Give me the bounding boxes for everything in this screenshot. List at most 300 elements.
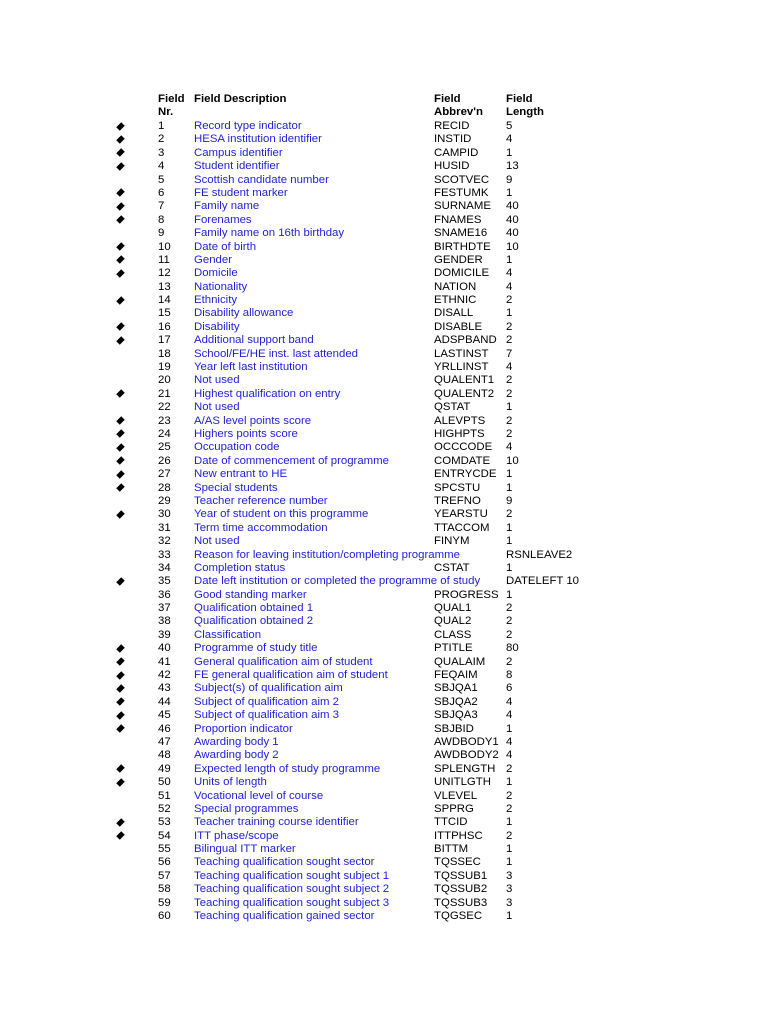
field-abbrev: QUALENT1	[434, 374, 495, 387]
field-length: 1	[506, 856, 513, 869]
table-row	[0, 307, 770, 320]
field-length: 1	[506, 253, 513, 266]
field-abbrev: OCCCODE	[434, 441, 493, 454]
field-description: Disability allowance	[194, 307, 294, 320]
field-nr: 15	[158, 307, 171, 320]
field-nr: 59	[158, 896, 171, 909]
field-length: 1	[506, 468, 513, 481]
field-length: 1	[506, 521, 513, 534]
field-length: 2	[506, 320, 513, 333]
table-row	[0, 682, 770, 695]
field-nr: 49	[158, 762, 171, 775]
field-length: 2	[506, 802, 513, 815]
field-abbrev: RECID	[434, 120, 470, 132]
field-nr: 60	[158, 910, 171, 923]
field-length: 2	[506, 387, 513, 400]
table-row	[0, 468, 770, 481]
diamond-bullet-icon	[117, 441, 126, 454]
field-description: Teacher training course identifier	[194, 816, 359, 829]
table-row	[0, 214, 770, 227]
diamond-bullet-icon	[117, 682, 126, 695]
field-length: 4	[506, 133, 513, 146]
diamond-bullet-icon	[117, 696, 126, 709]
field-abbrev: YEARSTU	[434, 508, 488, 521]
field-abbrev: QUAL1	[434, 602, 472, 615]
field-nr: 22	[158, 401, 171, 414]
diamond-bullet-icon	[117, 723, 126, 736]
field-length: 2	[506, 414, 513, 427]
field-length: 3	[506, 883, 513, 896]
field-nr: 44	[158, 695, 171, 708]
table-row	[0, 374, 770, 387]
field-length: 4	[506, 695, 513, 708]
field-description: School/FE/HE inst. last attended	[194, 347, 358, 360]
field-length: 4	[506, 267, 513, 280]
table-row	[0, 589, 770, 602]
table-row	[0, 843, 770, 856]
field-nr: 6	[158, 186, 165, 199]
field-description: Disability	[194, 320, 240, 333]
field-description: Completion status	[194, 561, 286, 574]
field-nr: 8	[158, 213, 165, 226]
field-nr: 27	[158, 468, 171, 481]
field-description: Programme of study title	[194, 642, 318, 655]
diamond-bullet-icon	[117, 455, 126, 468]
field-abbrev: CLASS	[434, 628, 472, 641]
field-description: Expected length of study programme	[194, 762, 381, 775]
diamond-bullet-icon	[117, 267, 126, 280]
field-abbrev: AWDBODY1	[434, 735, 499, 748]
table-row	[0, 602, 770, 615]
field-abbrev: FESTUMK	[434, 186, 489, 199]
field-description: FE general qualification aim of student	[194, 669, 388, 682]
field-description: HESA institution identifier	[194, 133, 322, 146]
field-abbrev: DOMICILE	[434, 267, 490, 280]
table-row	[0, 790, 770, 803]
table-row	[0, 883, 770, 896]
field-nr: 55	[158, 843, 171, 856]
field-nr: 12	[158, 267, 171, 280]
field-description: FE student marker	[194, 186, 288, 199]
field-abbrev: SNAME16	[434, 227, 488, 240]
field-nr: 56	[158, 856, 171, 869]
field-description: Student identifier	[194, 160, 280, 173]
field-nr: 42	[158, 669, 171, 682]
table-row	[0, 749, 770, 762]
field-table	[0, 120, 770, 923]
field-abbrev: PTITLE	[434, 642, 473, 655]
field-nr: 4	[158, 160, 165, 173]
table-row	[0, 334, 770, 347]
field-abbrev: FNAMES	[434, 213, 482, 226]
field-abbrev: ADSPBAND	[434, 334, 497, 347]
diamond-bullet-icon	[117, 763, 126, 776]
field-abbrev: SBJQA2	[434, 695, 478, 708]
field-abbrev: TTCID	[434, 816, 468, 829]
field-description: Vocational level of course	[194, 789, 324, 802]
field-abbrev: TREFNO	[434, 494, 481, 507]
table-row	[0, 870, 770, 883]
field-length: 1	[506, 146, 513, 159]
field-length: 1	[506, 816, 513, 829]
field-nr: 23	[158, 414, 171, 427]
field-nr: 13	[158, 280, 171, 293]
field-length: 4	[506, 280, 513, 293]
header-field-abbrev: Field Abbrev'n	[434, 93, 483, 119]
field-description: Year of student on this programme	[194, 508, 369, 521]
field-abbrev: SCOTVEC	[434, 173, 490, 186]
diamond-bullet-icon	[117, 200, 126, 213]
field-abbrev: QSTAT	[434, 401, 471, 414]
field-nr: 39	[158, 628, 171, 641]
table-row	[0, 267, 770, 280]
field-length: 4	[506, 749, 513, 762]
field-description: Date left institution or completed the programme of study	[194, 575, 481, 588]
table-row	[0, 508, 770, 521]
field-description: Not used	[194, 374, 240, 387]
field-abbrev: QUAL2	[434, 615, 472, 628]
field-description: Occupation code	[194, 441, 280, 454]
field-description: Not used	[194, 535, 240, 548]
table-row	[0, 120, 770, 133]
field-description: Special students	[194, 481, 278, 494]
field-abbrev: DISABLE	[434, 320, 483, 333]
diamond-bullet-icon	[117, 334, 126, 347]
field-nr: 25	[158, 441, 171, 454]
field-length: 1	[506, 843, 513, 856]
field-nr: 31	[158, 521, 171, 534]
field-nr: 36	[158, 588, 171, 601]
field-description: Special programmes	[194, 802, 299, 815]
field-abbrev: HIGHPTS	[434, 427, 485, 440]
field-nr: 38	[158, 615, 171, 628]
field-abbrev: QUALENT2	[434, 387, 495, 400]
table-row	[0, 897, 770, 910]
table-row	[0, 803, 770, 816]
field-description: Campus identifier	[194, 146, 283, 159]
field-nr: 40	[158, 642, 171, 655]
table-row	[0, 200, 770, 213]
table-row	[0, 549, 770, 562]
field-abbrev: SBJQA1	[434, 682, 478, 695]
field-abbrev: ENTRYCDE	[434, 468, 497, 481]
table-row	[0, 133, 770, 146]
field-description: Year left last institution	[194, 361, 308, 374]
field-abbrev: BIRTHDTE	[434, 240, 491, 253]
field-description: A/AS level points score	[194, 414, 312, 427]
header-field-length: Field Length	[506, 93, 544, 119]
field-nr: 30	[158, 508, 171, 521]
field-length: 2	[506, 334, 513, 347]
field-length: 2	[506, 508, 513, 521]
field-abbrev: TQSSUB2	[434, 883, 488, 896]
field-description: Additional support band	[194, 334, 314, 347]
field-abbrev: SPLENGTH	[434, 762, 496, 775]
field-length: 2	[506, 789, 513, 802]
field-description: Record type indicator	[194, 120, 302, 132]
table-row	[0, 723, 770, 736]
field-description: Highest qualification on entry	[194, 387, 341, 400]
diamond-bullet-icon	[117, 415, 126, 428]
field-nr: 58	[158, 883, 171, 896]
field-description: Highers points score	[194, 427, 298, 440]
table-row	[0, 147, 770, 160]
field-abbrev: ITTPHSC	[434, 829, 483, 842]
field-length: 2	[506, 615, 513, 628]
table-row	[0, 830, 770, 843]
field-abbrev: AWDBODY2	[434, 749, 499, 762]
field-nr: 51	[158, 789, 171, 802]
table-row	[0, 281, 770, 294]
field-length: 1	[506, 776, 513, 789]
field-length: 1	[506, 910, 513, 923]
field-abbrev: YRLLINST	[434, 361, 489, 374]
table-row	[0, 575, 770, 588]
field-length: 7	[506, 347, 513, 360]
field-description: Subject(s) of qualification aim	[194, 682, 343, 695]
diamond-bullet-icon	[117, 669, 126, 682]
field-length: 40	[506, 200, 519, 213]
field-nr: 54	[158, 829, 171, 842]
field-length: 2	[506, 628, 513, 641]
field-abbrev: INSTID	[434, 133, 472, 146]
field-length: 3	[506, 869, 513, 882]
field-length: 10	[506, 454, 519, 467]
field-nr: 19	[158, 361, 171, 374]
table-row	[0, 522, 770, 535]
field-length: 10	[506, 240, 519, 253]
field-abbrev: HUSID	[434, 160, 470, 173]
field-length: 3	[506, 896, 513, 909]
field-nr: 14	[158, 294, 171, 307]
table-row	[0, 669, 770, 682]
field-abbrev: CAMPID	[434, 146, 479, 159]
field-nr: 53	[158, 816, 171, 829]
table-row	[0, 160, 770, 173]
field-abbrev: SPCSTU	[434, 481, 481, 494]
table-row	[0, 388, 770, 401]
field-description: Qualification obtained 1	[194, 602, 314, 615]
field-nr: 41	[158, 655, 171, 668]
table-row	[0, 455, 770, 468]
field-description: Teaching qualification sought subject 2	[194, 883, 390, 896]
field-nr: 20	[158, 374, 171, 387]
field-description: Date of commencement of programme	[194, 454, 389, 467]
field-length: 4	[506, 361, 513, 374]
field-length: 2	[506, 602, 513, 615]
diamond-bullet-icon	[117, 709, 126, 722]
field-nr: 52	[158, 802, 171, 815]
field-nr: 35	[158, 575, 171, 588]
table-row	[0, 856, 770, 869]
field-description: Scottish candidate number	[194, 173, 329, 186]
diamond-bullet-icon	[117, 133, 126, 146]
table-row	[0, 656, 770, 669]
field-abbrev: TQSSEC	[434, 856, 481, 869]
field-description: Teaching qualification sought subject 1	[194, 869, 390, 882]
table-row	[0, 254, 770, 267]
field-nr: 5	[158, 173, 165, 186]
field-length: 4	[506, 441, 513, 454]
field-description: New entrant to HE	[194, 468, 288, 481]
table-row	[0, 642, 770, 655]
field-length: 2	[506, 427, 513, 440]
field-length: 13	[506, 160, 519, 173]
field-length: 9	[506, 173, 513, 186]
field-nr: 21	[158, 387, 171, 400]
field-description: Qualification obtained 2	[194, 615, 314, 628]
field-abbrev: TTACCOM	[434, 521, 490, 534]
field-description: General qualification aim of student	[194, 655, 373, 668]
table-row	[0, 629, 770, 642]
table-row	[0, 294, 770, 307]
field-nr: 28	[158, 481, 171, 494]
diamond-bullet-icon	[117, 776, 126, 789]
field-length: RSNLEAVE2	[506, 548, 573, 561]
field-nr: 33	[158, 548, 171, 561]
table-row	[0, 241, 770, 254]
diamond-bullet-icon	[117, 321, 126, 334]
field-nr: 24	[158, 427, 171, 440]
field-description: Awarding body 1	[194, 735, 279, 748]
field-description: Domicile	[194, 267, 238, 280]
field-length: 2	[506, 762, 513, 775]
table-row	[0, 415, 770, 428]
table-row	[0, 187, 770, 200]
field-abbrev: CSTAT	[434, 561, 470, 574]
field-nr: 1	[158, 120, 165, 132]
field-abbrev: TQGSEC	[434, 910, 483, 923]
field-description: Good standing marker	[194, 588, 307, 601]
field-description: Nationality	[194, 280, 248, 293]
field-abbrev: LASTINST	[434, 347, 489, 360]
field-nr: 7	[158, 200, 165, 213]
field-length: 2	[506, 655, 513, 668]
table-row	[0, 321, 770, 334]
table-row	[0, 174, 770, 187]
field-length: 2	[506, 374, 513, 387]
table-row	[0, 736, 770, 749]
table-row	[0, 495, 770, 508]
field-description: Proportion indicator	[194, 722, 293, 735]
field-length: 1	[506, 481, 513, 494]
field-abbrev: DISALL	[434, 307, 474, 320]
field-length: 1	[506, 588, 513, 601]
diamond-bullet-icon	[117, 241, 126, 254]
field-abbrev: SBJBID	[434, 722, 474, 735]
table-row	[0, 816, 770, 829]
field-abbrev: BITTM	[434, 843, 469, 856]
field-length: 4	[506, 709, 513, 722]
field-length: 2	[506, 829, 513, 842]
field-description: Bilingual ITT marker	[194, 843, 296, 856]
field-description: Gender	[194, 253, 232, 266]
field-description: Teaching qualification sought subject 3	[194, 896, 390, 909]
field-length: 2	[506, 294, 513, 307]
field-abbrev: COMDATE	[434, 454, 491, 467]
field-description: Teaching qualification sought sector	[194, 856, 375, 869]
diamond-bullet-icon	[117, 816, 126, 829]
diamond-bullet-icon	[117, 508, 126, 521]
field-nr: 16	[158, 320, 171, 333]
field-description: Reason for leaving institution/completing programme	[194, 548, 460, 561]
table-row	[0, 441, 770, 454]
field-nr: 9	[158, 227, 165, 240]
diamond-bullet-icon	[117, 830, 126, 843]
diamond-bullet-icon	[117, 468, 126, 481]
diamond-bullet-icon	[117, 120, 126, 133]
field-abbrev: FINYM	[434, 535, 470, 548]
field-description: Subject of qualification aim 2	[194, 695, 339, 708]
field-nr: 2	[158, 133, 165, 146]
field-nr: 10	[158, 240, 171, 253]
field-abbrev: PROGRESS	[434, 588, 499, 601]
field-abbrev: ETHNIC	[434, 294, 477, 307]
field-nr: 29	[158, 494, 171, 507]
table-row	[0, 763, 770, 776]
field-abbrev: NATION	[434, 280, 477, 293]
field-abbrev: TQSSUB1	[434, 869, 488, 882]
field-nr: 48	[158, 749, 171, 762]
diamond-bullet-icon	[117, 160, 126, 173]
table-row	[0, 615, 770, 628]
diamond-bullet-icon	[117, 214, 126, 227]
field-nr: 43	[158, 682, 171, 695]
diamond-bullet-icon	[117, 642, 126, 655]
field-length: 1	[506, 186, 513, 199]
table-row	[0, 227, 770, 240]
field-length: 40	[506, 213, 519, 226]
table-row	[0, 428, 770, 441]
field-abbrev: SBJQA3	[434, 709, 478, 722]
field-abbrev: QUALAIM	[434, 655, 486, 668]
field-length: 8	[506, 669, 513, 682]
field-description: Family name on 16th birthday	[194, 227, 345, 240]
field-abbrev: ALEVPTS	[434, 414, 486, 427]
diamond-bullet-icon	[117, 656, 126, 669]
diamond-bullet-icon	[117, 294, 126, 307]
diamond-bullet-icon	[117, 428, 126, 441]
table-row	[0, 696, 770, 709]
field-description: Teaching qualification gained sector	[194, 910, 375, 923]
field-description: Subject of qualification aim 3	[194, 709, 339, 722]
header-field-nr: Field Nr.	[158, 93, 185, 119]
field-abbrev: VLEVEL	[434, 789, 478, 802]
field-nr: 32	[158, 535, 171, 548]
field-nr: 34	[158, 561, 171, 574]
field-nr: 18	[158, 347, 171, 360]
field-description: ITT phase/scope	[194, 829, 279, 842]
field-abbrev: TQSSUB3	[434, 896, 488, 909]
field-length: 1	[506, 307, 513, 320]
field-description: Family name	[194, 200, 260, 213]
field-nr: 47	[158, 735, 171, 748]
field-length: DATELEFT 10	[506, 575, 580, 588]
field-nr: 26	[158, 454, 171, 467]
diamond-bullet-icon	[117, 575, 126, 588]
field-length: 1	[506, 561, 513, 574]
field-length: 1	[506, 722, 513, 735]
field-description: Units of length	[194, 776, 267, 789]
field-abbrev: SURNAME	[434, 200, 491, 213]
field-abbrev: FEQAIM	[434, 669, 478, 682]
field-description: Ethnicity	[194, 294, 238, 307]
table-row	[0, 535, 770, 548]
table-row	[0, 482, 770, 495]
table-row	[0, 562, 770, 575]
table-row	[0, 401, 770, 414]
field-nr: 3	[158, 146, 165, 159]
